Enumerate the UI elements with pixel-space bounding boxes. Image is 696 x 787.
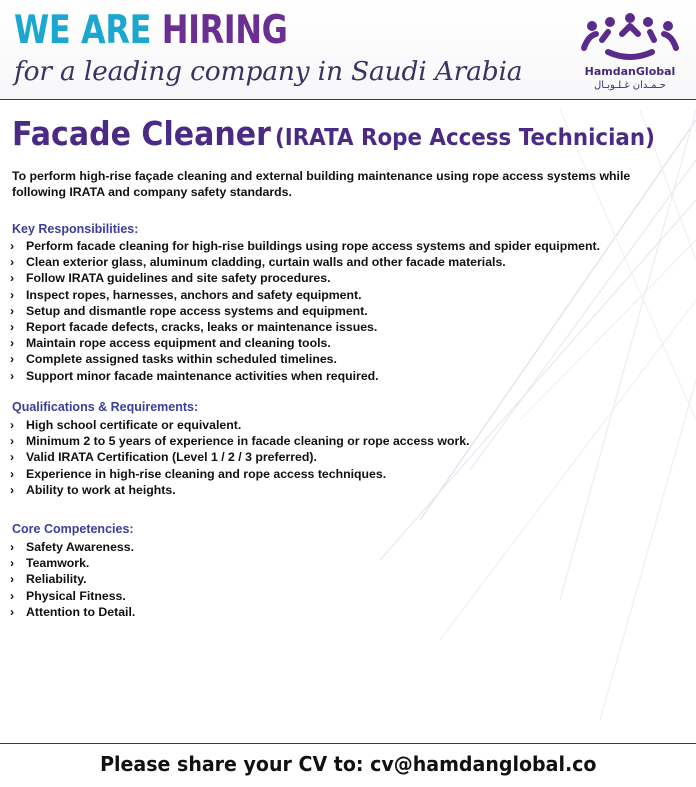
list-item: › Minimum 2 to 5 years of experience in facade cleaning or rope access work.: [10, 434, 470, 449]
list-item: › Maintain rope access equipment and cleaning tools.: [10, 336, 331, 351]
chevron-right-icon: ›: [10, 418, 15, 432]
footer-banner: [0, 744, 696, 787]
section-title-qualifications: Qualifications & Requirements:: [12, 400, 199, 414]
chevron-right-icon: ›: [10, 271, 15, 286]
chevron-right-icon: ›: [10, 320, 15, 335]
job-title-subtitle: (IRATA Rope Access Technician): [274, 123, 655, 151]
list-item: › Perform facade cleaning for high-rise buildings using rope access systems and spider equipment.: [10, 239, 601, 253]
hiring-word-we-are: WE ARE: [14, 8, 152, 53]
chevron-right-icon: ›: [10, 336, 15, 351]
list-item: › Safety Awareness.: [10, 540, 134, 554]
list-item: › Experience in high-rise cleaning and rope access techniques.: [10, 466, 387, 481]
responsibilities-list: [10, 238, 600, 384]
list-item: › Clean exterior glass, aluminum cladding, curtain walls and other facade materials.: [10, 255, 506, 270]
list-item: › Reliability.: [10, 572, 87, 587]
list-item: › Teamwork.: [10, 556, 90, 571]
hiring-heading: [14, 6, 287, 56]
chevron-right-icon: ›: [10, 588, 15, 603]
cv-contact-text: Please share your CV to: cv@hamdanglobal.co: [99, 752, 597, 776]
job-title: [12, 114, 655, 153]
chevron-right-icon: ›: [10, 556, 15, 571]
qualifications-list: [10, 417, 470, 498]
list-item: › Valid IRATA Certification (Level 1 / 2 / 3 preferred).: [10, 450, 317, 465]
list-item: › Support minor facade maintenance activities when required.: [10, 368, 379, 383]
competencies-list: [10, 539, 135, 620]
job-intro: To perform high-rise façade cleaning and external building maintenance using rope access systems while following IRATA and company safety standards.: [12, 169, 631, 199]
chevron-right-icon: ›: [10, 434, 15, 449]
chevron-right-icon: ›: [10, 604, 15, 619]
list-item: › Ability to work at heights.: [10, 482, 176, 497]
list-item: › Follow IRATA guidelines and site safety procedures.: [10, 271, 331, 286]
chevron-right-icon: ›: [10, 352, 15, 367]
chevron-right-icon: ›: [10, 303, 15, 318]
chevron-right-icon: ›: [10, 482, 15, 497]
list-item: › Physical Fitness.: [10, 588, 126, 603]
hiring-word-hiring: HIRING: [161, 8, 288, 53]
chevron-right-icon: ›: [10, 450, 15, 465]
logo-name-english: HamdanGlobal: [584, 65, 676, 78]
header-divider: [0, 99, 696, 100]
logo-name-arabic: حـمـدان غـلـوبـال: [594, 80, 666, 91]
section-title-responsibilities: Key Responsibilities:: [12, 222, 139, 236]
list-item: › Report facade defects, cracks, leaks or maintenance issues.: [10, 320, 378, 335]
list-item: › Setup and dismantle rope access systems and equipment.: [10, 303, 368, 318]
job-title-main: Facade Cleaner: [12, 114, 271, 153]
list-item: › Inspect ropes, harnesses, anchors and safety equipment.: [10, 287, 362, 302]
chevron-right-icon: ›: [10, 239, 15, 253]
chevron-right-icon: ›: [10, 466, 15, 481]
list-item: › High school certificate or equivalent.: [10, 418, 242, 432]
header-subtitle: for a leading company in Saudi Arabia: [14, 56, 523, 87]
chevron-right-icon: ›: [10, 287, 15, 302]
chevron-right-icon: ›: [10, 368, 15, 383]
company-logo: [578, 12, 682, 104]
chevron-right-icon: ›: [10, 572, 15, 587]
list-item: › Complete assigned tasks within scheduled timelines.: [10, 352, 337, 367]
chevron-right-icon: ›: [10, 255, 15, 270]
list-item: › Attention to Detail.: [10, 604, 136, 619]
chevron-right-icon: ›: [10, 540, 15, 554]
section-title-competencies: Core Competencies:: [12, 522, 134, 536]
logo-figures-icon: [578, 12, 682, 68]
